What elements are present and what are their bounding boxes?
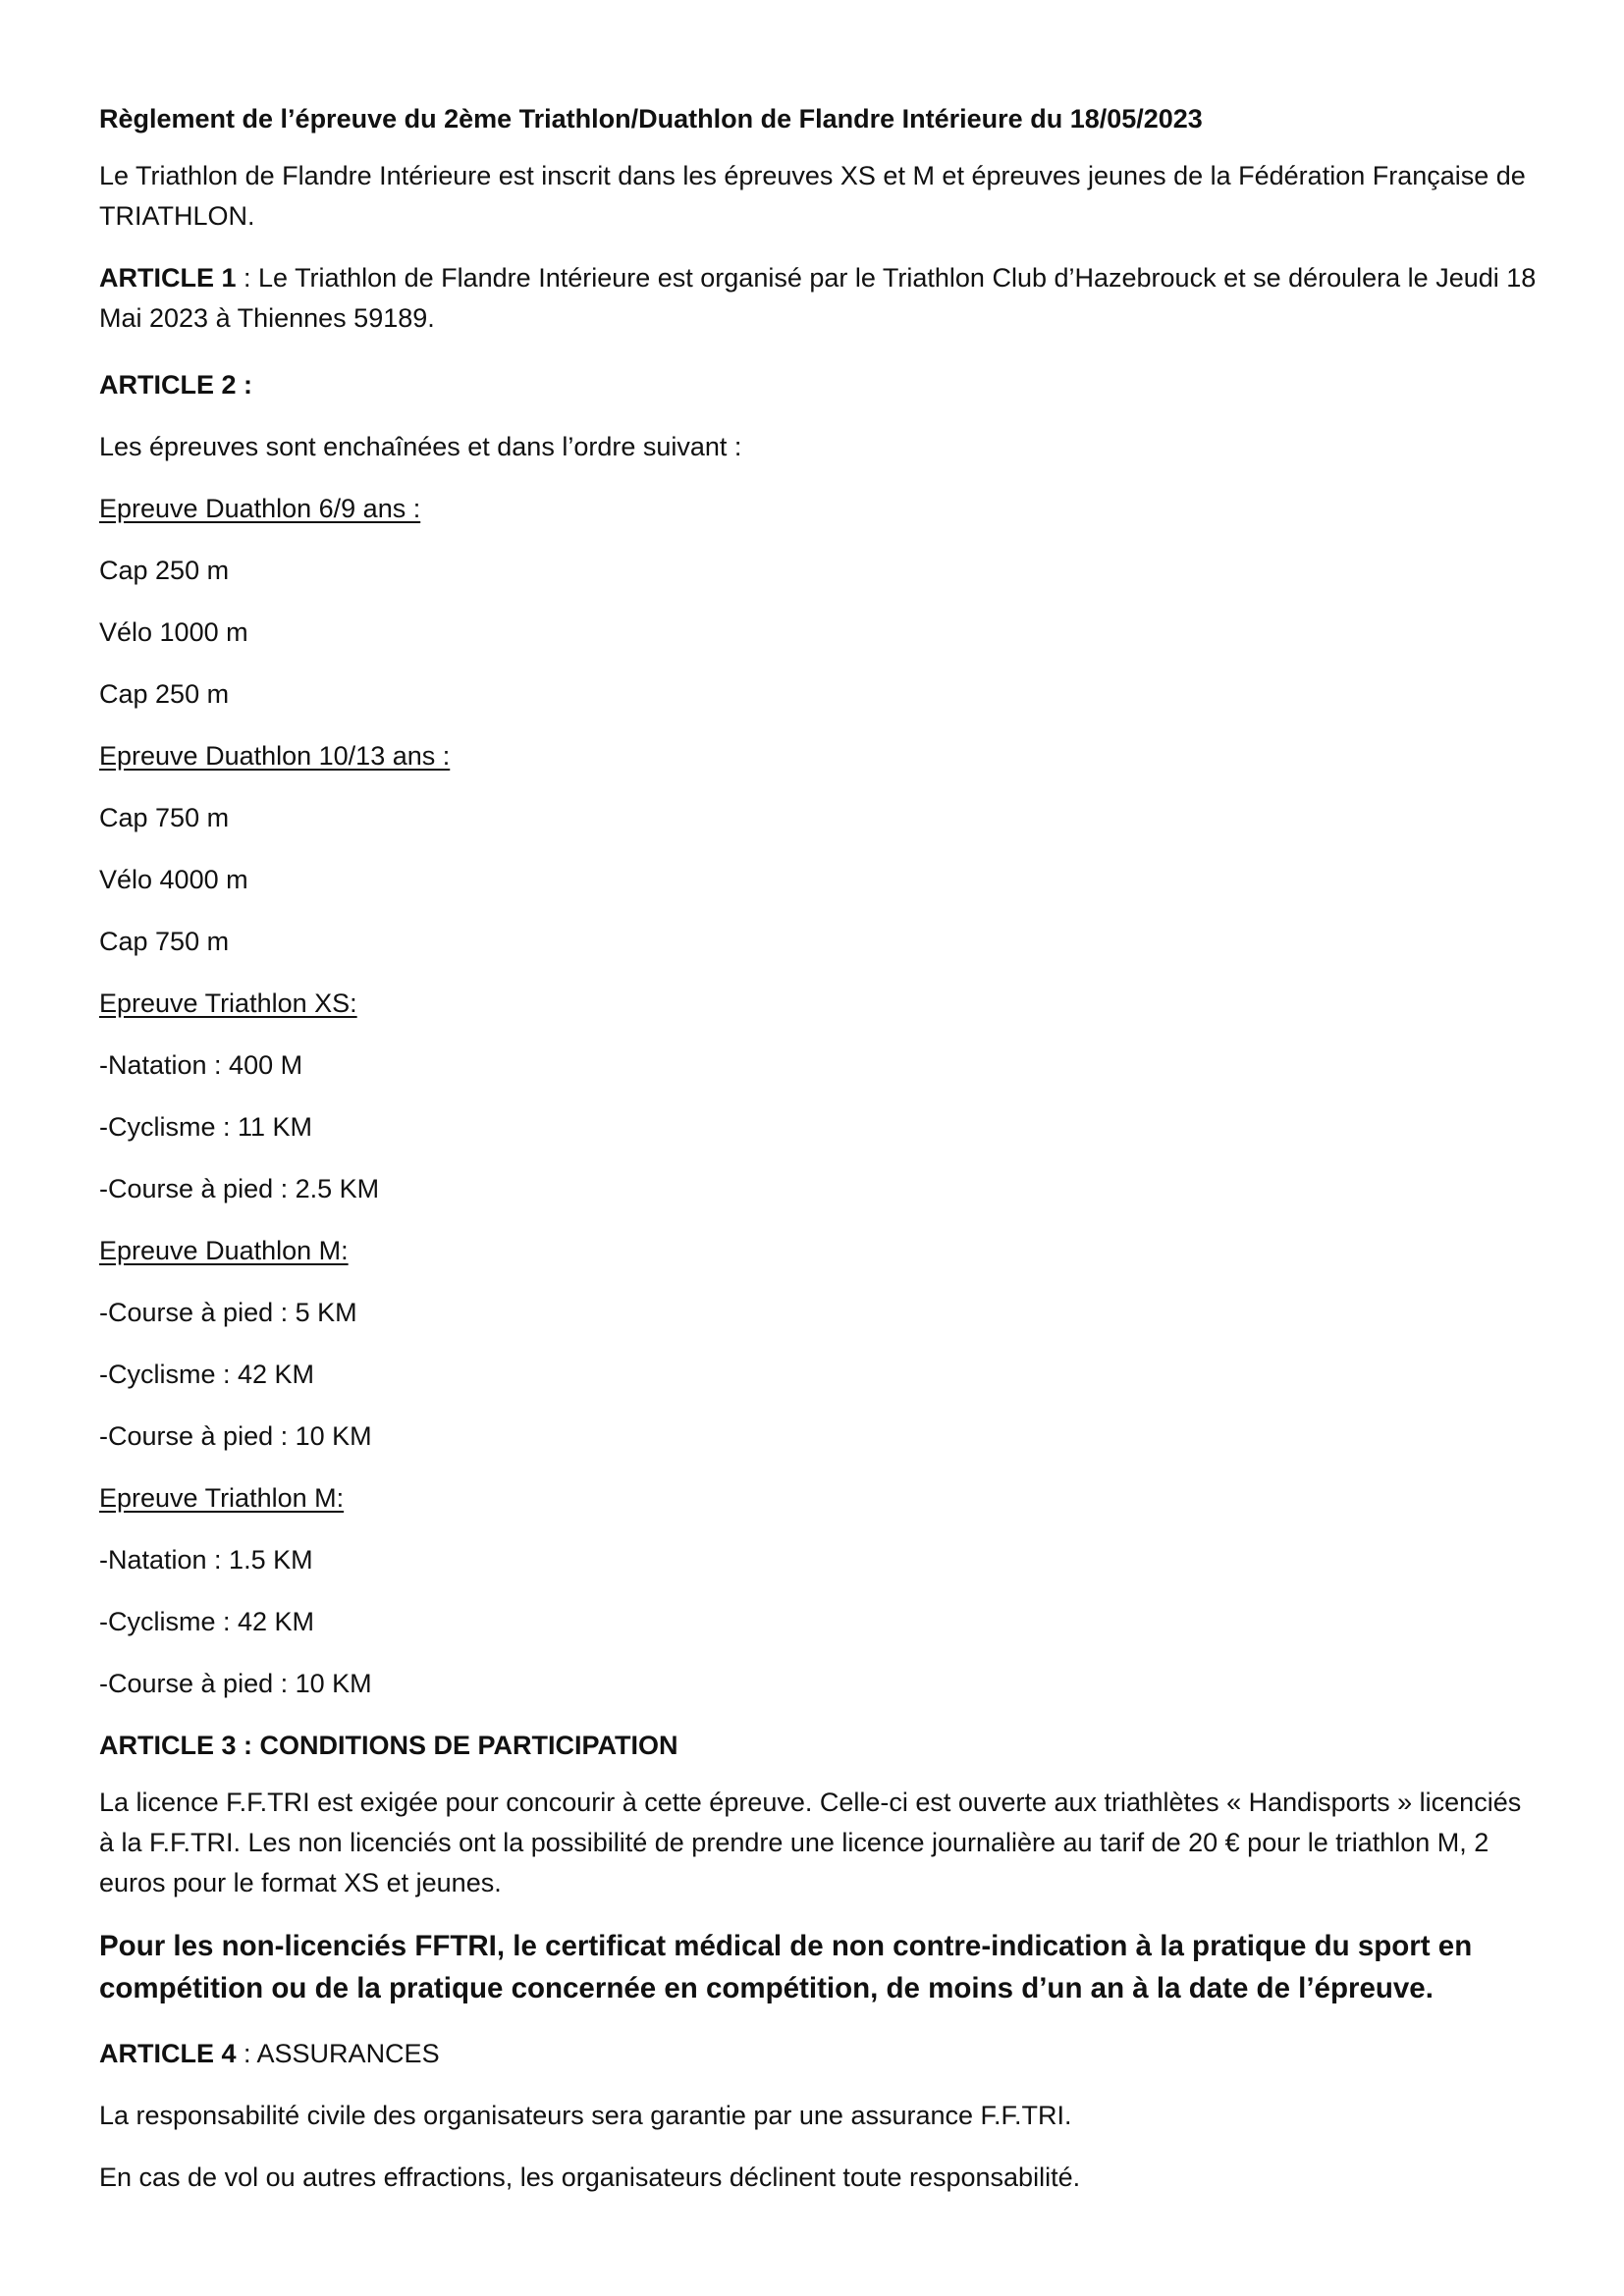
event-leg: Cap 750 m <box>99 927 230 956</box>
event-leg: Cap 250 m <box>99 679 230 709</box>
event-leg: -Cyclisme : 11 KM <box>99 1112 313 1142</box>
article-1 <box>99 258 1543 339</box>
article-1-text: : Le Triathlon de Flandre Intérieure est organisé par le Triathlon Club d’Hazebrouck et se déroulera le Jeudi 18 Mai 2023 à Thiennes 59189. <box>99 263 1537 333</box>
event-heading: Epreuve Triathlon XS: <box>99 988 357 1018</box>
article-1-label: ARTICLE 1 <box>99 263 237 293</box>
event-leg: -Course à pied : 2.5 KM <box>99 1174 380 1203</box>
document-page <box>99 94 1543 2215</box>
event-leg: -Course à pied : 5 KM <box>99 1298 357 1327</box>
article-3-label: ARTICLE 3 : CONDITIONS DE PARTICIPATION <box>99 1731 678 1760</box>
event-heading: Epreuve Triathlon M: <box>99 1483 345 1513</box>
article-4-text-2: En cas de vol ou autres effractions, les organisateurs déclinent toute responsabilité. <box>99 2163 1081 2192</box>
article-4-title: : ASSURANCES <box>236 2039 440 2068</box>
event-leg: -Course à pied : 10 KM <box>99 1669 372 1698</box>
event-leg: -Course à pied : 10 KM <box>99 1421 372 1451</box>
article-2-intro: Les épreuves sont enchaînées et dans l’ordre suivant : <box>99 432 742 461</box>
event-heading: Epreuve Duathlon 6/9 ans : <box>99 494 421 523</box>
event-heading: Epreuve Duathlon 10/13 ans : <box>99 741 451 771</box>
event-leg: -Natation : 400 M <box>99 1050 303 1080</box>
event-leg: Cap 750 m <box>99 803 230 832</box>
event-list <box>99 484 1543 1721</box>
event-leg: Vélo 4000 m <box>99 865 248 894</box>
article-4-text-1: La responsabilité civile des organisateurs sera garantie par une assurance F.F.TRI. <box>99 2101 1072 2130</box>
document-title: Règlement de l’épreuve du 2ème Triathlon/Duathlon de Flandre Intérieure du 18/05/2023 <box>99 104 1203 133</box>
event-leg: Cap 250 m <box>99 556 230 585</box>
article-3-emphasis: Pour les non-licenciés FFTRI, le certificat médical de non contre-indication à la pratique du sport en compétition ou de la pratique concernée en compétition, de moins d’un an à la date de l’épreuve. <box>99 1930 1473 2004</box>
article-4 <box>99 2029 1543 2091</box>
event-leg: Vélo 1000 m <box>99 617 248 647</box>
intro-paragraph: Le Triathlon de Flandre Intérieure est inscrit dans les épreuves XS et M et épreuves jeunes de la Fédération Française de TRIATHLON. <box>99 161 1526 231</box>
event-leg: -Cyclisme : 42 KM <box>99 1607 315 1636</box>
event-leg: -Natation : 1.5 KM <box>99 1545 313 1575</box>
article-3-text: La licence F.F.TRI est exigée pour concourir à cette épreuve. Celle-ci est ouverte aux triathlètes « Handisports » licenciés à la F.F.TRI. Les non licenciés ont la possibilité de prendre une licence journalière au tarif de 20 € pour le triathlon M, 2 euros pour le format XS et jeunes. <box>99 1788 1522 1897</box>
event-leg: -Cyclisme : 42 KM <box>99 1360 315 1389</box>
article-4-label: ARTICLE 4 <box>99 2039 237 2068</box>
article-2-label: ARTICLE 2 : <box>99 370 253 400</box>
event-heading: Epreuve Duathlon M: <box>99 1236 349 1265</box>
